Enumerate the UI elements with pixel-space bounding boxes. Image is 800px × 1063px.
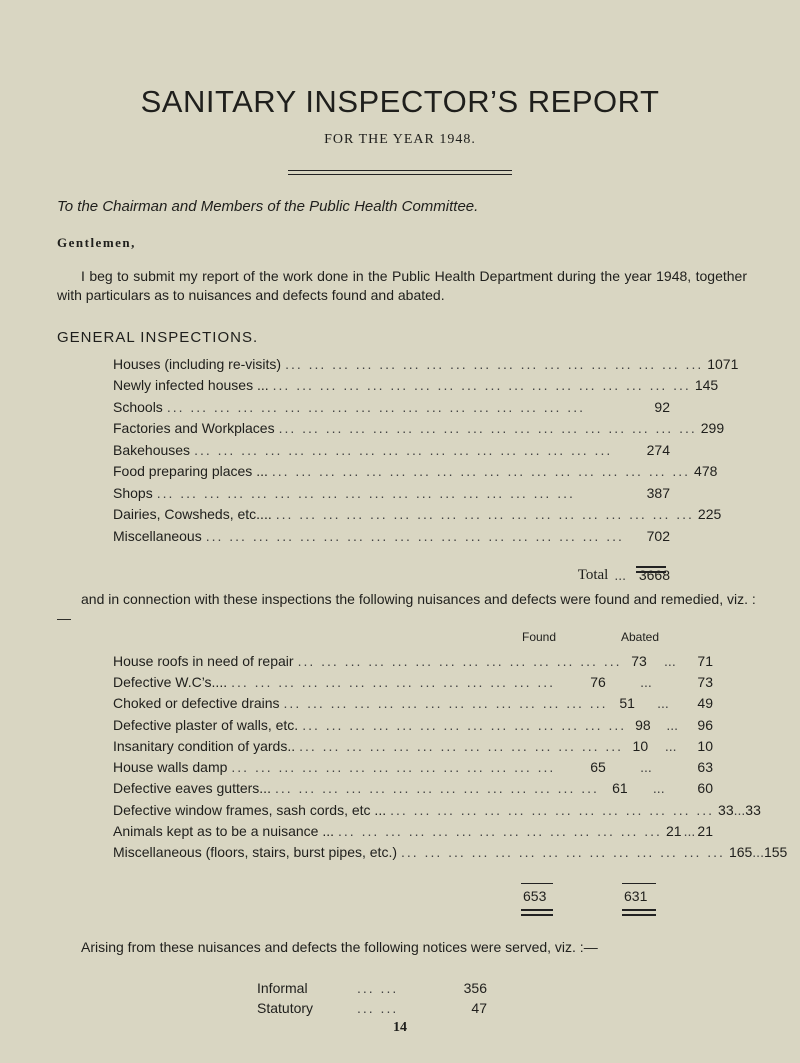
inspection-count: 387: [646, 484, 670, 501]
abated-count: 10: [697, 737, 713, 754]
defect-row: Animals kept as to be a nuisance ... ... ... ... ... ... ... ... ... ... ... ... ... ... ... 21 ... 21: [113, 823, 713, 840]
inspection-count: 478: [694, 463, 718, 480]
defect-row: House walls damp ... ... ... ... ... ... ... ... ... ... ... ... ... ... 65 ... 63: [113, 759, 713, 776]
abated-sum-rule: [622, 883, 656, 884]
col-found-heading: Found: [522, 630, 557, 644]
report-year-subtitle: FOR THE YEAR 1948.: [324, 132, 476, 147]
abated-count: 49: [697, 695, 713, 712]
address-line: To the Chairman and Members of the Public Health Committee.: [57, 198, 479, 215]
found-count: 165: [728, 844, 753, 861]
abated-count: 63: [697, 759, 713, 776]
notice-count: 356: [463, 980, 487, 996]
total-value: 3668: [638, 567, 670, 583]
nuisances-intro-paragraph: and in connection with these inspections the following nuisances and defects were found and remedied, viz. :—: [57, 591, 756, 626]
page-number: 14: [393, 1020, 407, 1035]
defect-label: Miscellaneous (floors, stairs, burst pipes, etc.): [113, 844, 397, 861]
col-abated-heading: Abated: [621, 630, 660, 644]
defect-label: Choked or defective drains: [113, 695, 280, 712]
found-total: 653: [523, 888, 547, 904]
title-divider-top: [288, 170, 512, 171]
page-title: SANITARY INSPECTOR’S REPORT: [140, 84, 660, 119]
found-count: 21: [665, 823, 682, 840]
inspection-row: Newly infected houses ... ... ... ... ... ... ... ... ... ... ... ... ... ... ... ... ... ... ... 145: [113, 377, 719, 394]
defect-label: Animals kept as to be a nuisance ...: [113, 823, 335, 840]
inspection-total-row: Total ... 3668: [577, 566, 670, 583]
inspection-count: 702: [646, 527, 670, 544]
defect-row: Defective window frames, sash cords, etc ... ... ... ... ... ... ... ... ... ... ... ... ... ... ... 33 ... 33: [113, 801, 761, 818]
inspection-label: Shops: [113, 484, 153, 501]
found-count: 33: [718, 801, 734, 818]
abated-count: 60: [697, 780, 713, 797]
inspection-count: 225: [697, 506, 722, 523]
found-count: 76: [590, 673, 606, 690]
intro-paragraph: I beg to submit my report of the work done in the Public Health Department during the year 1948, together with particulars as to nuisances and defects found and abated.: [57, 268, 747, 303]
salutation: Gentlemen,: [57, 235, 136, 250]
inspection-label: Bakehouses: [113, 441, 191, 458]
defects-table: [113, 650, 788, 863]
inspection-count: 92: [654, 398, 670, 415]
inspection-row: Food preparing places ... ... ... ... ... ... ... ... ... ... ... ... ... ... ... ... ... ... ... 478: [113, 463, 718, 480]
title-divider-bottom: [288, 174, 512, 175]
total-double-underline: [636, 566, 666, 573]
defect-row: Defective plaster of walls, etc. ... ... ... ... ... ... ... ... ... ... ... ... ... ... 98 ... 96: [113, 716, 713, 733]
defect-row: Defective W.C’s.... ... ... ... ... ... ... ... ... ... ... ... ... ... ... 76 ... 73: [113, 673, 713, 690]
defect-row: House roofs in need of repair ... ... ... ... ... ... ... ... ... ... ... ... ... ... 73 ... 71: [113, 652, 713, 669]
abated-count: 33: [745, 801, 761, 818]
total-label: Total: [577, 566, 609, 583]
inspection-count: 145: [694, 377, 719, 394]
found-count: 65: [590, 759, 606, 776]
found-count: 98: [635, 716, 651, 733]
defect-label: Defective eaves gutters...: [113, 780, 271, 797]
inspection-count: 299: [700, 420, 725, 437]
notice-label: Statutory: [257, 1000, 314, 1016]
abated-count: 155: [763, 844, 788, 861]
inspection-label: Factories and Workplaces: [113, 420, 275, 437]
abated-count: 71: [697, 652, 713, 669]
inspection-row: Shops ... ... ... ... ... ... ... ... ... ... ... ... ... ... ... ... ... ... 387: [113, 484, 670, 501]
inspection-label: Schools: [113, 398, 163, 415]
found-count: 51: [619, 695, 635, 712]
abated-count: 73: [697, 673, 713, 690]
notice-row-statutory: Statutory ... ... 47: [257, 1000, 487, 1016]
defect-label: Defective plaster of walls, etc.: [113, 716, 299, 733]
inspection-label: Miscellaneous: [113, 527, 202, 544]
notice-label: Informal: [257, 980, 308, 996]
general-inspections-heading: GENERAL INSPECTIONS.: [57, 329, 259, 346]
defect-row: Choked or defective drains ... ... ... ... ... ... ... ... ... ... ... ... ... ... 51 ... 49: [113, 695, 713, 712]
general-inspections-table: [113, 353, 739, 584]
found-double-underline: [521, 909, 553, 916]
inspection-row: Factories and Workplaces ... ... ... ... ... ... ... ... ... ... ... ... ... ... ... ... ... ... 299: [113, 420, 725, 437]
inspection-label: Food preparing places ...: [113, 463, 268, 480]
abated-double-underline: [622, 909, 656, 916]
inspection-count: 274: [646, 441, 670, 458]
inspection-label: Newly infected houses ...: [113, 377, 269, 394]
notice-count: 47: [471, 1000, 487, 1016]
inspection-row: Dairies, Cowsheds, etc.... ... ... ... ... ... ... ... ... ... ... ... ... ... ... ... ... ... ... 225: [113, 506, 722, 523]
defect-label: House roofs in need of repair: [113, 652, 294, 669]
inspection-label: Houses (including re-visits): [113, 355, 282, 372]
found-count: 73: [631, 652, 647, 669]
abated-total: 631: [624, 888, 648, 904]
defect-row: Miscellaneous (floors, stairs, burst pipes, etc.) ... ... ... ... ... ... ... ... ... ... ... ... ... ... 165 ... 155: [113, 844, 788, 861]
abated-count: 96: [697, 716, 713, 733]
notices-intro-paragraph: Arising from these nuisances and defects the following notices were served, viz. :—: [81, 939, 598, 955]
inspection-label: Dairies, Cowsheds, etc....: [113, 506, 272, 523]
inspection-row: Houses (including re-visits) ... ... ... ... ... ... ... ... ... ... ... ... ... ... ... ... ... ... 1071: [113, 355, 739, 372]
found-count: 61: [612, 780, 628, 797]
notice-row-informal: Informal ... ... 356: [257, 980, 487, 996]
defect-row: Insanitary condition of yards.. ... ... ... ... ... ... ... ... ... ... ... ... ... ... 10 ... 10: [113, 737, 713, 754]
inspection-row: Bakehouses ... ... ... ... ... ... ... ... ... ... ... ... ... ... ... ... ... ... 274: [113, 441, 670, 458]
defect-label: Defective window frames, sash cords, etc ...: [113, 801, 387, 818]
defect-label: Defective W.C’s....: [113, 673, 228, 690]
found-count: 10: [632, 737, 649, 754]
defect-label: Insanitary condition of yards..: [113, 737, 296, 754]
found-sum-rule: [521, 883, 553, 884]
inspection-count: 1071: [707, 355, 739, 372]
abated-count: 21: [697, 823, 713, 840]
inspection-row: Schools ... ... ... ... ... ... ... ... ... ... ... ... ... ... ... ... ... ... 92: [113, 398, 670, 415]
defect-label: House walls damp: [113, 759, 228, 776]
defect-row: Defective eaves gutters... ... ... ... ... ... ... ... ... ... ... ... ... ... ... 61 ... 60: [113, 780, 713, 797]
inspection-row: Miscellaneous ... ... ... ... ... ... ... ... ... ... ... ... ... ... ... ... ... ... 702: [113, 527, 670, 544]
